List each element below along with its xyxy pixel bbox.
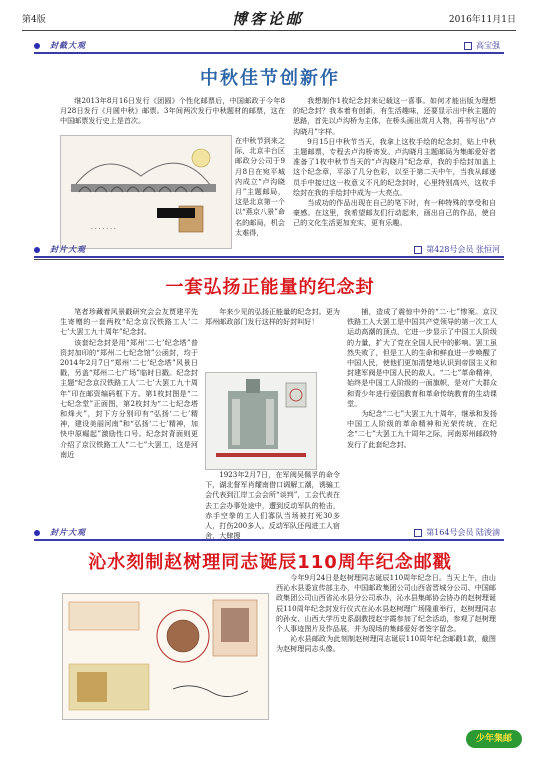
- bullet-icon: [34, 43, 40, 49]
- article-body: [276, 573, 496, 729]
- bullet-icon: [34, 530, 40, 536]
- masthead-title: 博客论邮: [232, 10, 305, 28]
- commemorative-cover-image: [205, 372, 317, 470]
- article-body-right: [293, 96, 496, 252]
- paragraph: 我想制作1枚纪念封来记载这一喜事。如何才能出版为理想的纪念封？我本着有创新，有生活趣味，还要显示出中秋主题的思路，首先以卢沟桥为主体，在桥头画出赏月人物，再书写出“卢沟晓月”字样。: [293, 96, 496, 136]
- author-name: 第164号会员 陆浚湳: [426, 528, 500, 537]
- paragraph: 年来少见的弘扬正能量的纪念封。更为郑州邮政部门发行这样的好封叫好！: [205, 307, 340, 327]
- section-divider: [34, 52, 504, 54]
- paragraph: 9月15日中秋节当天，我拿上这枚手绘的纪念封，贴上中秋主题邮票，专程去卢沟桥寄发。卢沟晓月主题邮局为集邮爱好者准备了1枚中秋节当天的“卢沟晓月”纪念章，我的手绘封加盖上这个纪念章，平添了几分色彩，以至于第二天中午，当我从邮递员手中接过这一枚意义不凡的纪念封时，心里特别高兴，这枚手绘封在我的手绘封中成为一大亮点。: [293, 136, 496, 197]
- article-body-col3: [347, 307, 497, 525]
- article-body-side: [235, 136, 285, 254]
- section-bar-2: [34, 244, 504, 258]
- square-icon: [464, 42, 472, 50]
- author-name: 第428号会员 张恒河: [426, 245, 500, 254]
- article-body-col1: [60, 307, 198, 525]
- paragraph: 当成功的作品出现在自己的笔下时，有一种特殊的享受和自豪感。在这里，我希望邮友们行动起来，画出自己的作品，使自己的文化生活更加充实，更有乐趣。: [293, 198, 496, 228]
- section-bar-3: [34, 527, 504, 541]
- postmark-cover-image: [62, 593, 269, 720]
- section-rule: [34, 259, 504, 260]
- section-divider: [34, 539, 504, 541]
- page-header: [22, 8, 516, 28]
- paragraph: 笔者珍藏着风景戳研究会会友贾建平先生寄赠的一套两枚“纪念京汉铁路工人‘二七’大罢工九十周年”纪念封。: [60, 307, 198, 337]
- paragraph: 1923年2月7日，在军阀吴佩孚的命令下，湖北督军肖耀南借口调解工潮，诱骗工会代表到江岸工会会所“谈判”，工会代表在去工会办事处途中，遭到反动军队的枪击，赤手空拳的工人们寡队当场被打死30多人，打伤200多人。反动军队还闯进工人宿舍，大肆搜: [205, 470, 340, 541]
- author-label: [414, 527, 500, 538]
- article-body-left: [60, 96, 285, 136]
- column-name: 封截大观: [50, 40, 86, 50]
- paragraph: 在中秋节到来之际，北京丰台区邮政分公司于9月8日在宛平城内成立“卢沟晓月”主题邮局，这是北京第一个以“燕京八景”命名的邮局，机会太难得，: [235, 136, 285, 237]
- svg-text:· · · · · · ·: · · · · · · ·: [91, 226, 116, 233]
- article-title: 一套弘扬正能量的纪念封: [165, 277, 375, 298]
- article-title: 中秋佳节创新作: [200, 68, 340, 89]
- square-icon: [414, 529, 422, 537]
- footer-logo: 少年集邮: [466, 730, 522, 748]
- author-name: 高宝强: [476, 41, 500, 50]
- issue-date: 2016年11月1日: [448, 15, 516, 25]
- square-icon: [414, 246, 422, 254]
- paragraph: 沁水县邮政为此刻制赵树理同志诞辰110周年纪念邮戳1款，截图为赵树理同志头像。: [276, 634, 496, 654]
- article-body-col2-top: [205, 307, 340, 367]
- paragraph: 捕，造成了震惊中外的“二·七”惨案。京汉铁路工人大罢工是中国共产党领导的第一次工人运动高潮的顶点，它进一步显示了中国工人阶级的力量，扩大了党在全国人民中的影响。罢工虽然失败了，但是工人的生命和鲜血进一步唤醒了中国人民，使他们更加清楚地认识到帝国主义和封建军阀是中国人民的敌人。“二七”革命精神，始终是中国工人阶级的一面旗帜，是对广大群众和青少年进行爱国教育和革命传统教育的生动课堂。: [347, 307, 497, 408]
- bullet-icon: [34, 247, 40, 253]
- article-title: 沁水刻制赵树理同志诞辰110周年纪念邮戳: [88, 552, 452, 573]
- paragraph: 继2013年8月16日发行《团圆》个性化邮票后，中国邮政于今年8月28日发行《月圆中秋》邮票。3年间两次发行中秋题材的邮票，这在中国邮票发行史上是首次。: [60, 96, 285, 126]
- header-rule: [22, 30, 516, 31]
- author-label: [414, 244, 500, 255]
- column-name: 封片大观: [50, 244, 86, 254]
- paragraph: 为纪念“二七”大罢工九十周年，继承和发扬中国工人阶级的革命精神和光荣传统，在纪念“二七”大罢工九十周年之际，河南郑州邮政特发行了此套纪念封。: [347, 409, 497, 449]
- section-divider: [34, 256, 504, 258]
- hand-painted-cover-image: [60, 135, 232, 249]
- article-body-col2-bottom: [205, 470, 340, 541]
- paragraph: 该套纪念封是用“郑州‘二七’纪念塔”普资封加印的“郑州二七纪念馆”公函封，均于2014年2月7日“郑州‘二七’纪念塔”风景日戳，另盖“郑州二七广场”临时日戳。纪念封主题“纪念京汉铁路工人‘二七’大罢工九十周年”印在邮资编码框下方。第1枚封图是“二七纪念堂”正面图，第2枚封为“二七纪念塔和烽火”，封下方分别印有“弘扬‘二七’精神，建设美丽河南”和“弘扬‘二七’精神，加快中原崛起”激励性口号。纪念封背面则更介绍了京汉铁路工人“二七”大罢工，这是河南近: [60, 337, 198, 459]
- paragraph: 今年9月24日是赵树理同志诞辰110周年纪念日。当天上午，由山西沁水县委宣传部主办，中国邮政集团公司山西省晋城分公司、中国邮政集团公司山西省沁水县分公司承办，沁水县集邮协会协办的赵树理诞辰110周年纪念封发行仪式在沁水县赵树理广场隆重举行，赵树理同志的孙女、山西大学历史系副教授赵宇霞参加了纪念活动，参观了赵树理个人事迹图片及作品展，并为现场的集邮爱好者签字留念。: [276, 573, 496, 634]
- page-number: 第4版: [22, 15, 46, 25]
- column-name: 封片大观: [50, 527, 86, 537]
- section-bar-1: [34, 40, 504, 54]
- author-label: [464, 40, 500, 51]
